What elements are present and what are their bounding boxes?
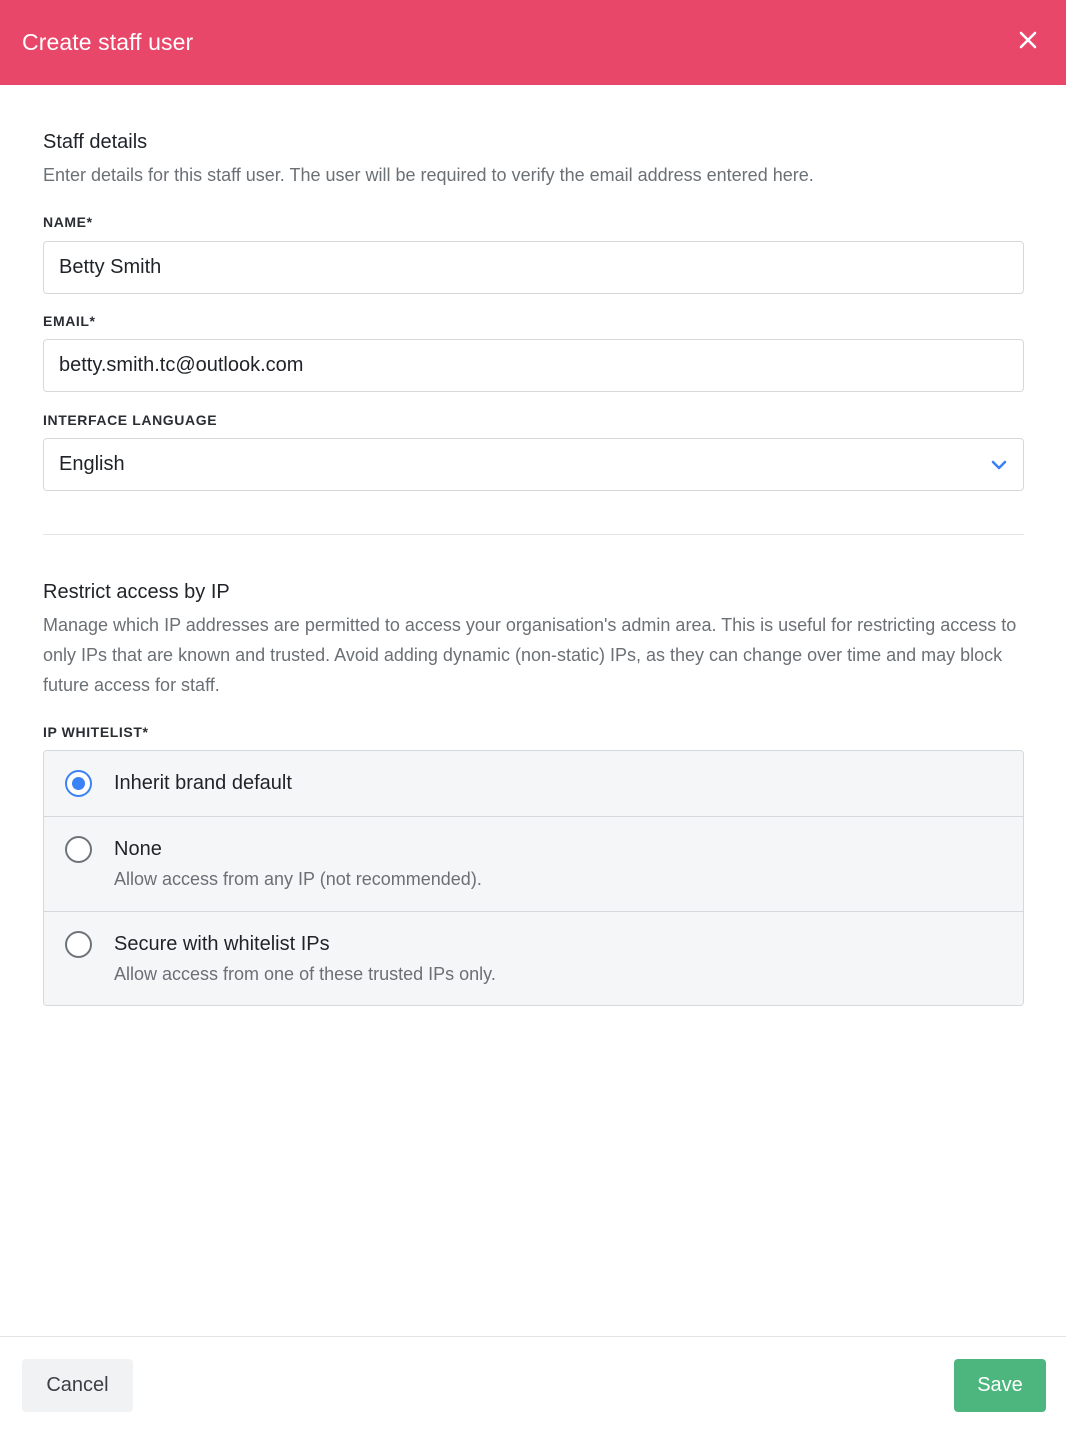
interface-language-value: English: [59, 453, 125, 475]
radio-option-description: Allow access from any IP (not recommended).: [114, 869, 482, 889]
radio-option-label: Secure with whitelist IPs: [114, 933, 330, 955]
radio-option-label: None: [114, 838, 162, 860]
name-label: NAME*: [43, 214, 93, 230]
restrict-ip-title: Restrict access by IP: [43, 581, 230, 603]
close-button[interactable]: [1010, 25, 1046, 61]
radio-button-selected[interactable]: [65, 770, 92, 797]
radio-option-label: Inherit brand default: [114, 772, 292, 794]
radio-option-none[interactable]: [44, 816, 1023, 911]
staff-details-description: Enter details for this staff user. The user will be required to verify the email address entered here.: [43, 165, 814, 185]
staff-details-title: Staff details: [43, 131, 148, 153]
radio-button[interactable]: [65, 931, 92, 958]
close-icon: [1018, 30, 1038, 55]
restrict-ip-description: Manage which IP addresses are permitted to access your organisation's admin area. This is useful for restricting access to only IPs that are known and trusted. Avoid adding dynamic (non-static) IPs, as they can change over time and may block future access for staff.: [43, 615, 1017, 695]
interface-language-select[interactable]: [43, 438, 1024, 491]
radio-button[interactable]: [65, 836, 92, 863]
name-input[interactable]: [43, 241, 1024, 294]
radio-option-description: Allow access from one of these trusted IPs only.: [114, 964, 496, 984]
cancel-button[interactable]: Cancel: [22, 1359, 133, 1412]
radio-option-secure-whitelist[interactable]: [44, 911, 1023, 1005]
save-button[interactable]: Save: [954, 1359, 1046, 1412]
modal-title: Create staff user: [22, 29, 194, 55]
ip-whitelist-radio-group: [43, 750, 1024, 1006]
ip-whitelist-label: IP WHITELIST*: [43, 724, 149, 740]
footer-divider: [0, 1336, 1066, 1337]
chevron-down-icon: [990, 456, 1008, 474]
email-input[interactable]: [43, 339, 1024, 392]
email-label: EMAIL*: [43, 313, 96, 329]
interface-language-label: INTERFACE LANGUAGE: [43, 412, 218, 428]
radio-option-inherit-brand-default[interactable]: [44, 751, 1023, 816]
modal-header: [0, 0, 1066, 85]
section-divider: [43, 534, 1024, 535]
